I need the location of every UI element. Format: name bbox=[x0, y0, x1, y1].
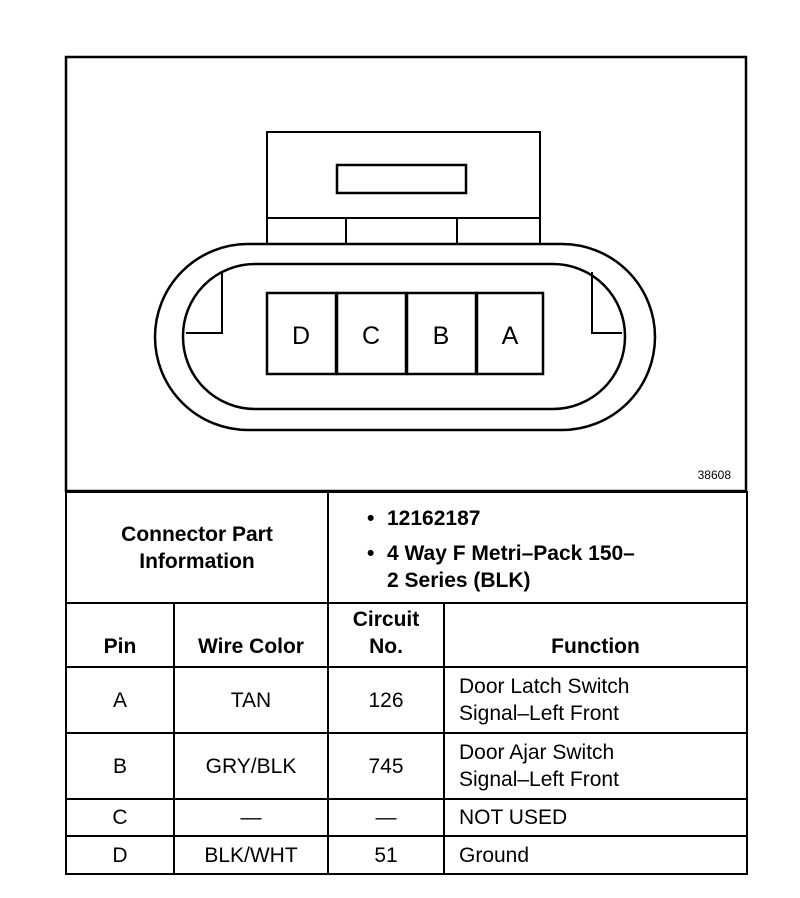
cell-wire-color: — bbox=[174, 799, 328, 836]
cell-pin: B bbox=[66, 733, 174, 799]
cell-circuit: 745 bbox=[328, 733, 444, 799]
function-line1: Door Ajar Switch bbox=[459, 741, 615, 764]
function-line2: Signal–Left Front bbox=[459, 702, 619, 725]
part-info-details bbox=[328, 492, 747, 603]
table-row bbox=[66, 733, 747, 799]
cell-function bbox=[444, 733, 747, 799]
part-description-line1: 4 Way F Metri–Pack 150– bbox=[387, 542, 635, 565]
table-row bbox=[66, 799, 747, 836]
function-line2: Signal–Left Front bbox=[459, 768, 619, 791]
header-circuit-line1: Circuit bbox=[352, 608, 420, 631]
header-pin: Pin bbox=[66, 603, 174, 667]
part-description-item bbox=[367, 540, 736, 594]
cell-pin: C bbox=[66, 799, 174, 836]
header-wire-color: Wire Color bbox=[174, 603, 328, 667]
cell-function bbox=[444, 667, 747, 733]
cell-wire-color: TAN bbox=[174, 667, 328, 733]
table-row bbox=[66, 667, 747, 733]
connector-lock-tab bbox=[267, 132, 540, 244]
figure-number: 38608 bbox=[697, 468, 731, 482]
table-row bbox=[66, 836, 747, 874]
cell-function: Ground bbox=[444, 836, 747, 874]
cell-circuit: — bbox=[328, 799, 444, 836]
cell-wire-color: GRY/BLK bbox=[174, 733, 328, 799]
header-function: Function bbox=[444, 603, 747, 667]
part-number-item bbox=[367, 505, 736, 532]
pin-label-a: A bbox=[501, 322, 519, 350]
cell-function: NOT USED bbox=[444, 799, 747, 836]
function-line1: Door Latch Switch bbox=[459, 675, 630, 698]
cell-pin: A bbox=[66, 667, 174, 733]
pin-label-c: C bbox=[361, 322, 381, 350]
part-info-label bbox=[66, 492, 328, 603]
part-description-line2: 2 Series (BLK) bbox=[387, 569, 531, 592]
part-number: 12162187 bbox=[387, 507, 481, 530]
pin-label-b: B bbox=[432, 322, 450, 350]
cell-circuit: 51 bbox=[328, 836, 444, 874]
header-circuit-line2: No. bbox=[369, 635, 403, 658]
cell-pin: D bbox=[66, 836, 174, 874]
connector-info-table bbox=[65, 491, 748, 875]
table-header-row bbox=[66, 603, 747, 667]
part-info-label-line2: Information bbox=[139, 549, 255, 573]
part-info-row bbox=[66, 492, 747, 603]
bullet-icon: • bbox=[367, 542, 375, 565]
cell-wire-color: BLK/WHT bbox=[174, 836, 328, 874]
part-info-label-line1: Connector Part bbox=[121, 522, 273, 546]
bullet-icon: • bbox=[367, 507, 375, 530]
pin-label-d: D bbox=[291, 322, 311, 350]
header-circuit bbox=[328, 603, 444, 667]
cell-circuit: 126 bbox=[328, 667, 444, 733]
